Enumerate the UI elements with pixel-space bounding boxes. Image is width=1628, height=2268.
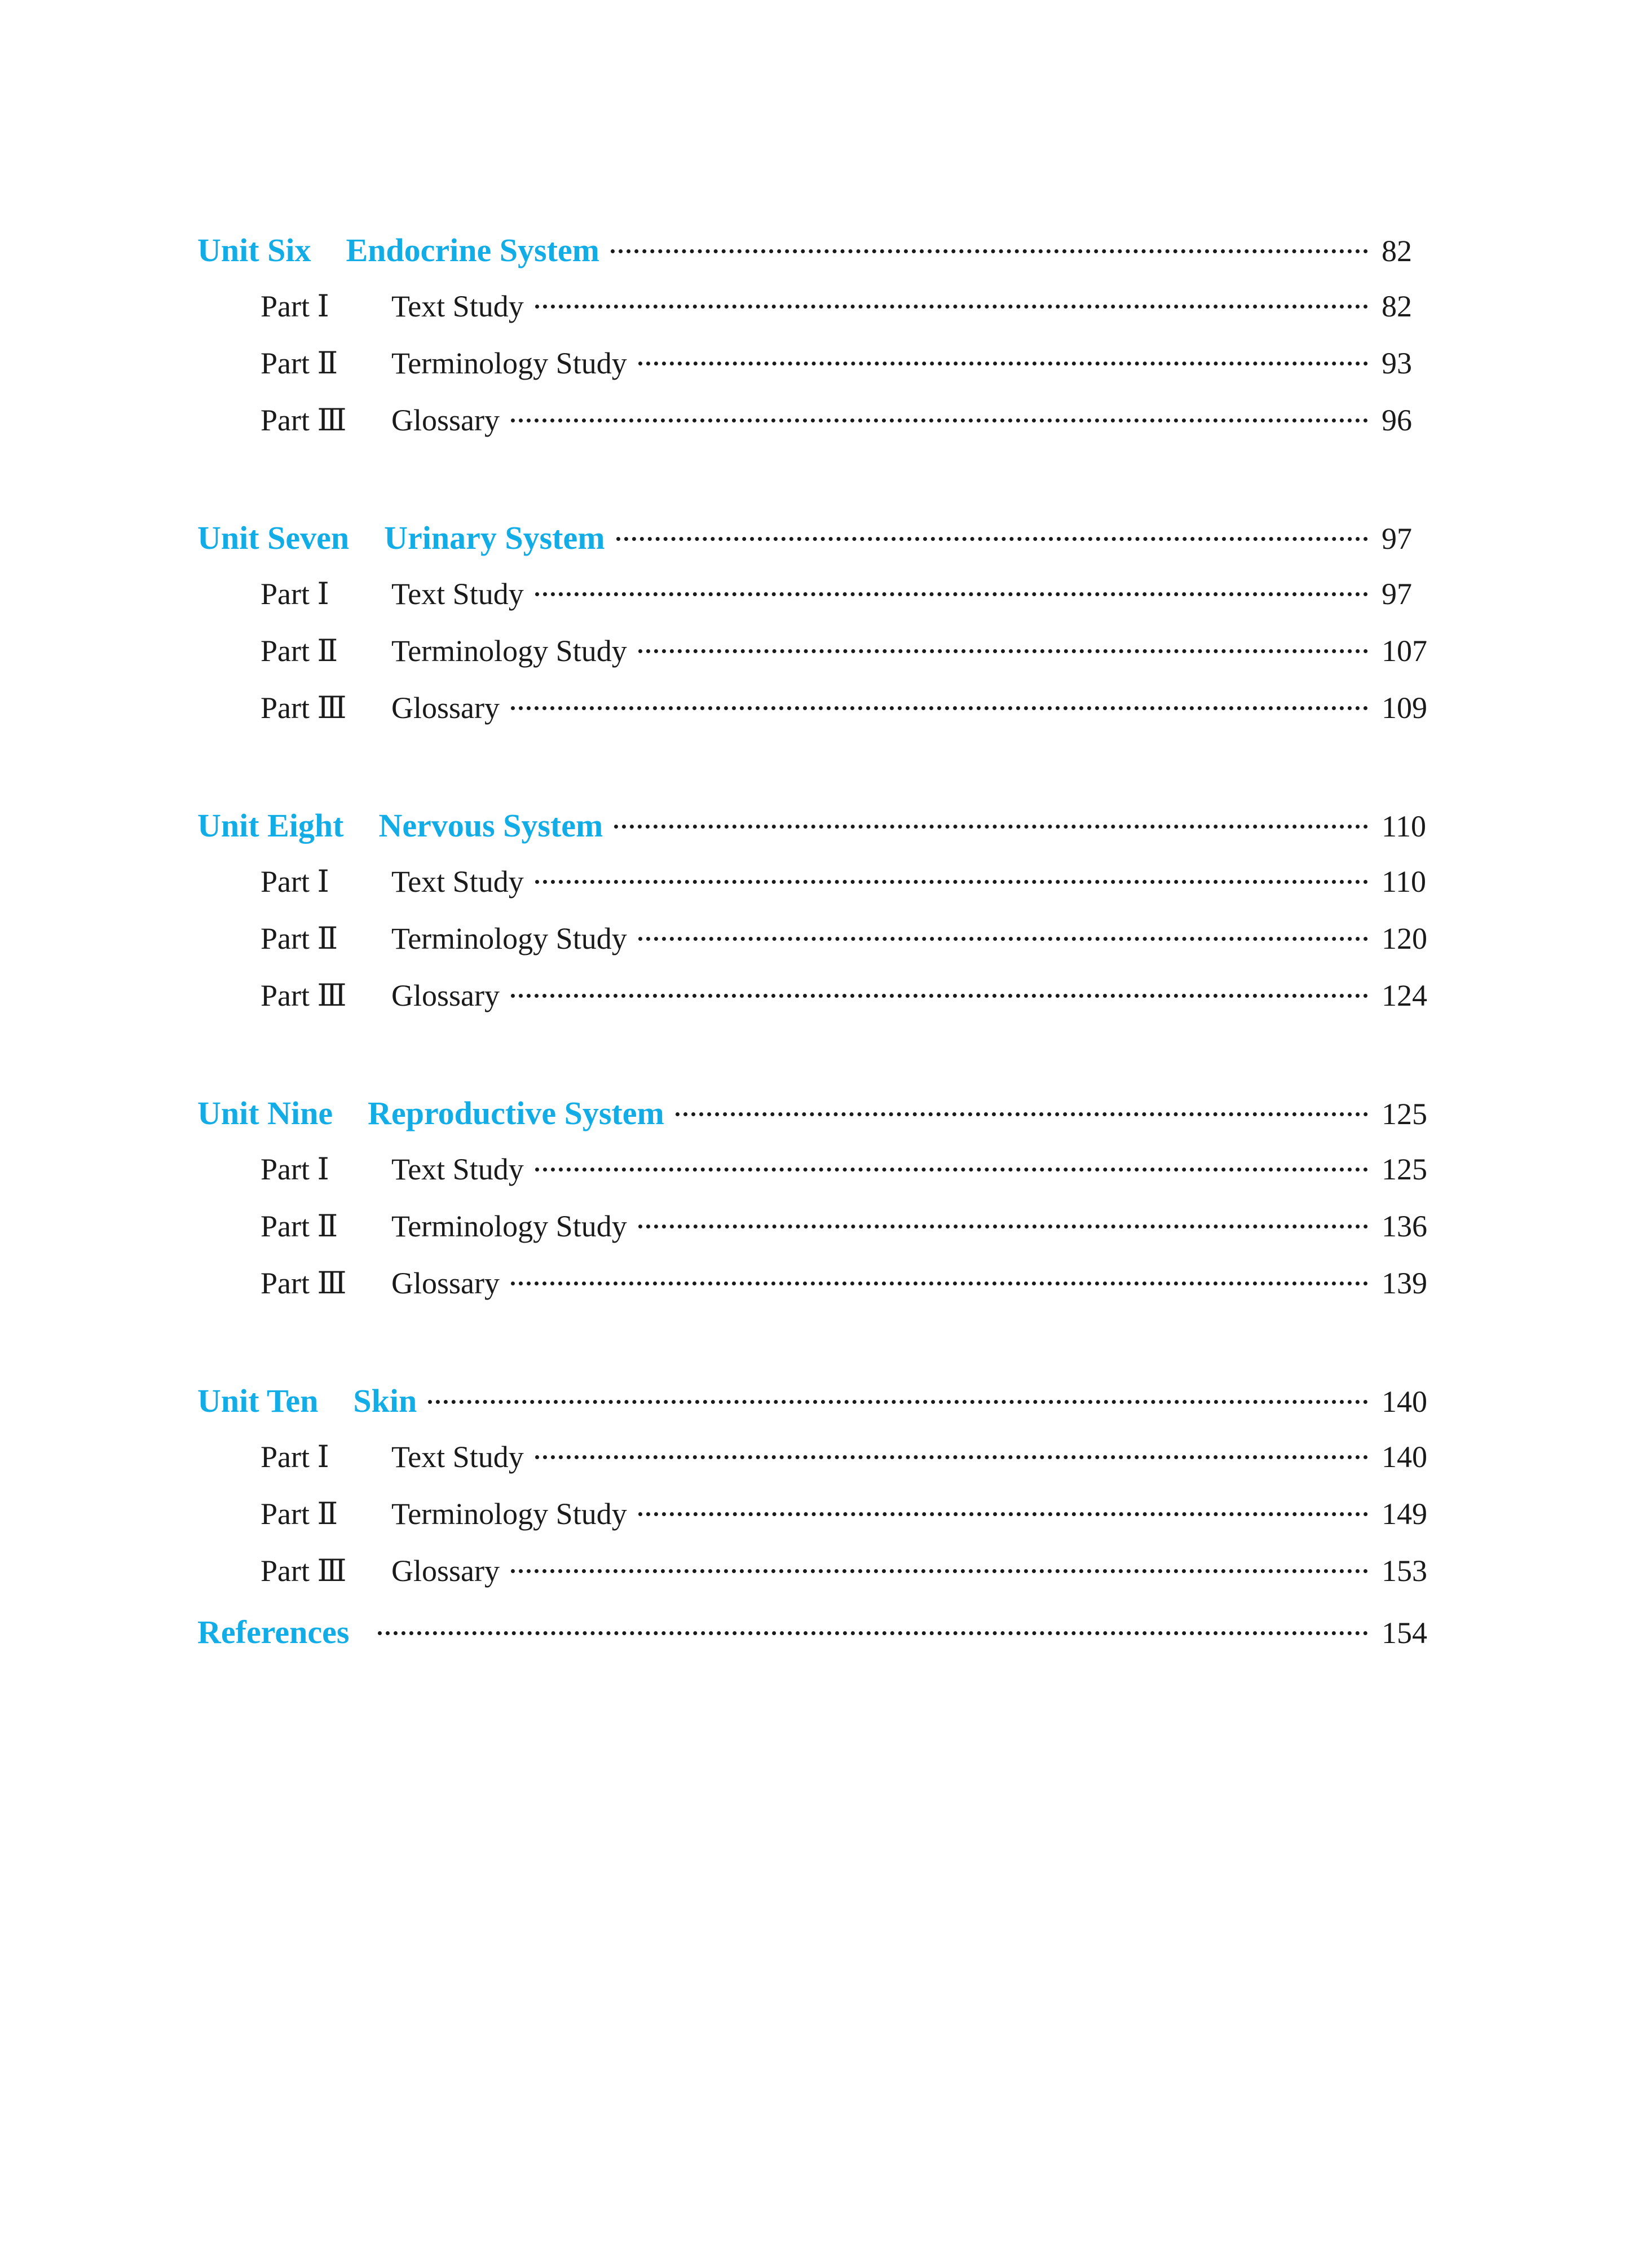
dot-leader bbox=[638, 1225, 1368, 1228]
toc-unit-entry[interactable] bbox=[197, 1094, 1432, 1145]
toc-part-entry[interactable] bbox=[197, 288, 1432, 339]
dot-leader bbox=[638, 362, 1368, 365]
part-title: Terminology Study bbox=[391, 1497, 627, 1531]
unit-title bbox=[197, 519, 605, 557]
unit-number: Unit Nine bbox=[197, 1095, 333, 1131]
part-title: Terminology Study bbox=[391, 634, 627, 668]
toc-part-entry[interactable] bbox=[197, 921, 1432, 971]
page-number: 153 bbox=[1382, 1554, 1427, 1588]
unit-number: Unit Ten bbox=[197, 1382, 319, 1419]
page-number: 97 bbox=[1382, 577, 1412, 611]
page-number: 149 bbox=[1382, 1497, 1427, 1531]
part-title: Text Study bbox=[391, 865, 524, 899]
unit-number: Unit Seven bbox=[197, 519, 350, 556]
dot-leader bbox=[378, 1631, 1368, 1635]
part-label: Part Ⅲ bbox=[261, 691, 347, 725]
page-number: 110 bbox=[1382, 865, 1426, 899]
dot-leader bbox=[638, 937, 1368, 941]
unit-title bbox=[197, 1094, 664, 1132]
unit-name: Reproductive System bbox=[368, 1095, 664, 1131]
dot-leader bbox=[611, 249, 1368, 253]
dot-leader bbox=[511, 419, 1368, 422]
part-label: Part Ⅲ bbox=[261, 1266, 347, 1300]
toc-part-entry[interactable] bbox=[197, 1553, 1432, 1604]
part-label: Part Ⅱ bbox=[261, 1209, 338, 1243]
part-label: Part Ⅱ bbox=[261, 346, 338, 380]
toc-part-entry[interactable] bbox=[197, 576, 1432, 627]
toc-part-entry[interactable] bbox=[197, 1496, 1432, 1547]
part-title: Text Study bbox=[391, 1152, 524, 1186]
toc-part-entry[interactable] bbox=[197, 1439, 1432, 1490]
page-number: 107 bbox=[1382, 634, 1427, 668]
part-title: Glossary bbox=[391, 691, 500, 725]
dot-leader bbox=[535, 592, 1368, 596]
part-title: Glossary bbox=[391, 1554, 500, 1588]
part-title: Text Study bbox=[391, 577, 524, 611]
dot-leader bbox=[614, 825, 1368, 829]
page-number: 125 bbox=[1382, 1152, 1427, 1186]
toc-part-entry[interactable] bbox=[197, 1151, 1432, 1202]
page-number: 97 bbox=[1382, 522, 1412, 556]
part-title: Glossary bbox=[391, 979, 500, 1012]
dot-leader bbox=[428, 1400, 1368, 1404]
dot-leader bbox=[511, 1569, 1368, 1573]
part-label: Part Ⅰ bbox=[261, 1440, 329, 1474]
page-number: 140 bbox=[1382, 1385, 1427, 1419]
part-title: Terminology Study bbox=[391, 346, 627, 380]
dot-leader bbox=[535, 1455, 1368, 1459]
page-number: 136 bbox=[1382, 1209, 1427, 1243]
toc-part-entry[interactable] bbox=[197, 864, 1432, 914]
unit-title bbox=[197, 1382, 417, 1420]
part-title: Glossary bbox=[391, 403, 500, 437]
unit-number: Unit Eight bbox=[197, 807, 344, 844]
toc-references-entry[interactable] bbox=[197, 1613, 1432, 1664]
part-label: Part Ⅱ bbox=[261, 634, 338, 668]
page-number: 96 bbox=[1382, 403, 1412, 437]
toc-unit-entry[interactable] bbox=[197, 231, 1432, 282]
dot-leader bbox=[511, 706, 1368, 710]
unit-title bbox=[197, 231, 599, 269]
part-title: Glossary bbox=[391, 1266, 500, 1300]
page-number: 139 bbox=[1382, 1266, 1427, 1300]
part-label: Part Ⅰ bbox=[261, 1152, 329, 1186]
page-number: 110 bbox=[1382, 809, 1426, 843]
dot-leader bbox=[511, 994, 1368, 998]
part-title: Terminology Study bbox=[391, 922, 627, 955]
toc-part-entry[interactable] bbox=[197, 633, 1432, 684]
page-number: 109 bbox=[1382, 691, 1427, 725]
part-label: Part Ⅰ bbox=[261, 289, 329, 323]
toc-unit-entry[interactable] bbox=[197, 519, 1432, 570]
part-title: Text Study bbox=[391, 289, 524, 323]
page-number: 124 bbox=[1382, 979, 1427, 1012]
toc-part-entry[interactable] bbox=[197, 345, 1432, 396]
dot-leader bbox=[535, 305, 1368, 309]
dot-leader bbox=[676, 1112, 1368, 1116]
part-label: Part Ⅱ bbox=[261, 922, 338, 955]
page-number: 82 bbox=[1382, 289, 1412, 323]
toc-part-entry[interactable] bbox=[197, 1208, 1432, 1259]
page-number: 93 bbox=[1382, 346, 1412, 380]
unit-name: Urinary System bbox=[384, 519, 605, 556]
toc-part-entry[interactable] bbox=[197, 402, 1432, 453]
unit-number: Unit Six bbox=[197, 232, 311, 268]
part-title: Terminology Study bbox=[391, 1209, 627, 1243]
page-number: 154 bbox=[1382, 1616, 1427, 1650]
toc-part-entry[interactable] bbox=[197, 1265, 1432, 1316]
dot-leader bbox=[535, 880, 1368, 884]
part-label: Part Ⅰ bbox=[261, 865, 329, 899]
unit-name: Skin bbox=[353, 1382, 417, 1419]
part-label: Part Ⅲ bbox=[261, 1554, 347, 1588]
references-title: References bbox=[197, 1614, 350, 1650]
page-number: 140 bbox=[1382, 1440, 1427, 1474]
page-number: 125 bbox=[1382, 1097, 1427, 1131]
toc-unit-entry[interactable] bbox=[197, 807, 1432, 857]
dot-leader bbox=[638, 649, 1368, 653]
dot-leader bbox=[638, 1512, 1368, 1516]
part-title: Text Study bbox=[391, 1440, 524, 1474]
unit-name: Nervous System bbox=[378, 807, 603, 844]
toc-part-entry[interactable] bbox=[197, 690, 1432, 741]
dot-leader bbox=[616, 537, 1368, 541]
dot-leader bbox=[535, 1168, 1368, 1172]
toc-unit-entry[interactable] bbox=[197, 1382, 1432, 1433]
part-label: Part Ⅲ bbox=[261, 403, 347, 437]
toc-part-entry[interactable] bbox=[197, 977, 1432, 1028]
part-label: Part Ⅱ bbox=[261, 1497, 338, 1531]
part-label: Part Ⅰ bbox=[261, 577, 329, 611]
page-number: 120 bbox=[1382, 922, 1427, 955]
part-label: Part Ⅲ bbox=[261, 979, 347, 1012]
page-number: 82 bbox=[1382, 234, 1412, 268]
unit-name: Endocrine System bbox=[346, 232, 599, 268]
dot-leader bbox=[511, 1281, 1368, 1285]
unit-title bbox=[197, 807, 603, 844]
